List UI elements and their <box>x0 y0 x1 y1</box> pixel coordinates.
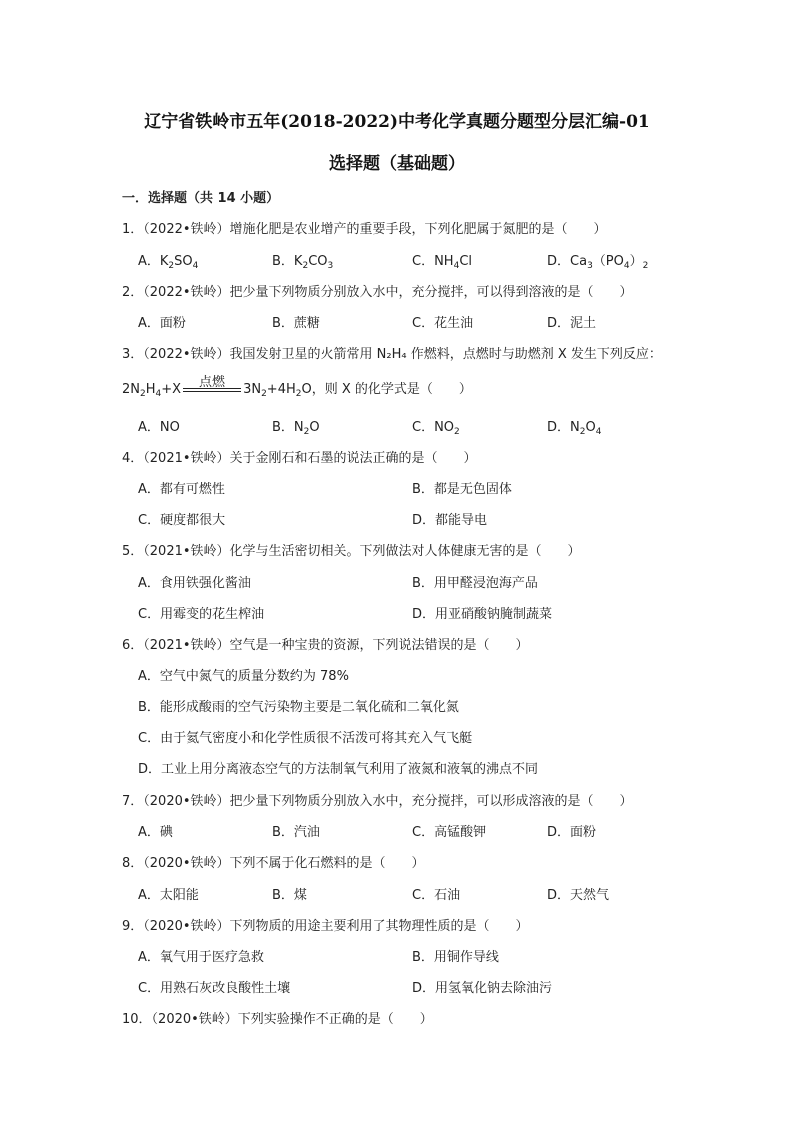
question-4-option-b: B．都是无色固体 <box>412 482 512 497</box>
question-9-stem: 9．（2020•铁岭）下列物质的用途主要利用了其物理性质的是（ ） <box>122 919 529 934</box>
reaction-condition-label: 点燃 <box>199 374 226 390</box>
question-5-option-c: C．用霉变的花生榨油 <box>138 607 265 622</box>
question-1-option-a: A．$K_2SO_4$ <box>138 254 199 271</box>
question-6-option-c: C．由于氦气密度小和化学性质很不活泼可将其充入气飞艇 <box>138 731 473 746</box>
question-3-stem-tail: ，则 X 的化学式是（ ） <box>311 382 472 397</box>
document-title-line1: 辽宁省铁岭市五年(2018-2022)中考化学真题分题型分层汇编-01 <box>144 112 650 132</box>
question-7-stem: 7．（2020•铁岭）把少量下列物质分别放入水中，充分搅拌，可以形成溶液的是（ ） <box>122 794 633 809</box>
document-title-line2: 选择题（基础题） <box>329 154 465 174</box>
question-4-option-a: A．都有可燃性 <box>138 482 225 497</box>
question-9-option-d: D．用氢氧化钠去除油污 <box>412 981 553 996</box>
question-3-option-c: C．$NO_2$ <box>412 420 460 437</box>
question-2-option-c: C．花生油 <box>412 316 474 331</box>
question-3-option-b: B．$N_2O$ <box>272 420 320 437</box>
question-3-equation: $2N_2H_4+X$ 点燃 $3N_2+4H_2O$，则 X 的化学式是（ ） <box>122 378 472 397</box>
question-1-stem: 1．（2022•铁岭）增施化肥是农业增产的重要手段，下列化肥属于氮肥的是（ ） <box>122 222 607 237</box>
question-8-option-c: C．石油 <box>412 888 461 903</box>
question-1-option-d: D．$Ca_3(PO_4)_2$ <box>547 254 649 271</box>
question-5-option-d: D．用亚硝酸钠腌制蔬菜 <box>412 607 553 622</box>
question-4-stem: 4．（2021•铁岭）关于金刚石和石墨的说法正确的是（ ） <box>122 451 477 466</box>
question-3-option-d: D．$N_2O_4$ <box>547 420 602 437</box>
question-5-option-b: B．用甲醛浸泡海产品 <box>412 576 538 591</box>
question-3-stem: 3．（2022•铁岭）我国发射卫星的火箭常用 N₂H₄ 作燃料，点燃时与助燃剂 X 发生下列反应： <box>122 347 662 362</box>
question-4-option-c: C．硬度都很大 <box>138 513 226 528</box>
question-9-option-b: B．用铜作导线 <box>412 950 499 965</box>
question-1-option-b: B．$K_2CO_3$ <box>272 254 334 271</box>
question-7-option-a: A．碘 <box>138 825 173 840</box>
question-10-stem: 10．（2020•铁岭）下列实验操作不正确的是（ ） <box>122 1012 433 1027</box>
question-8-option-b: B．煤 <box>272 888 307 903</box>
reaction-condition-arrow <box>183 374 241 392</box>
question-6-option-d: D．工业上用分离液态空气的方法制氧气利用了液氮和液氧的沸点不同 <box>138 762 539 777</box>
question-2-option-b: B．蔗糖 <box>272 316 320 331</box>
question-5-stem: 5．（2021•铁岭）化学与生活密切相关。下列做法对人体健康无害的是（ ） <box>122 544 581 559</box>
question-8-stem: 8．（2020•铁岭）下列不属于化石燃料的是（ ） <box>122 856 425 871</box>
question-9-option-c: C．用熟石灰改良酸性土壤 <box>138 981 291 996</box>
question-3-option-a: A．NO <box>138 420 180 435</box>
question-1-option-c: C．$NH_4Cl$ <box>412 254 473 271</box>
question-8-option-a: A．太阳能 <box>138 888 199 903</box>
question-2-stem: 2．（2022•铁岭）把少量下列物质分别放入水中，充分搅拌，可以得到溶液的是（ ） <box>122 285 633 300</box>
question-7-option-d: D．面粉 <box>547 825 597 840</box>
question-2-option-d: D．泥土 <box>547 316 597 331</box>
question-7-option-c: C．高锰酸钾 <box>412 825 487 840</box>
question-4-option-d: D．都能导电 <box>412 513 488 528</box>
question-7-option-b: B．汽油 <box>272 825 320 840</box>
question-2-option-a: A．面粉 <box>138 316 186 331</box>
question-9-option-a: A．氧气用于医疗急救 <box>138 950 264 965</box>
question-6-option-b: B．能形成酸雨的空气污染物主要是二氧化硫和二氧化氮 <box>138 700 459 715</box>
section-heading: 一．选择题（共 14 小题） <box>122 191 280 206</box>
question-6-stem: 6．（2021•铁岭）空气是一种宝贵的资源，下列说法错误的是（ ） <box>122 638 529 653</box>
question-8-option-d: D．天然气 <box>547 888 610 903</box>
question-5-option-a: A．食用铁强化酱油 <box>138 576 251 591</box>
question-6-option-a: A．空气中氮气的质量分数约为 78% <box>138 669 349 684</box>
